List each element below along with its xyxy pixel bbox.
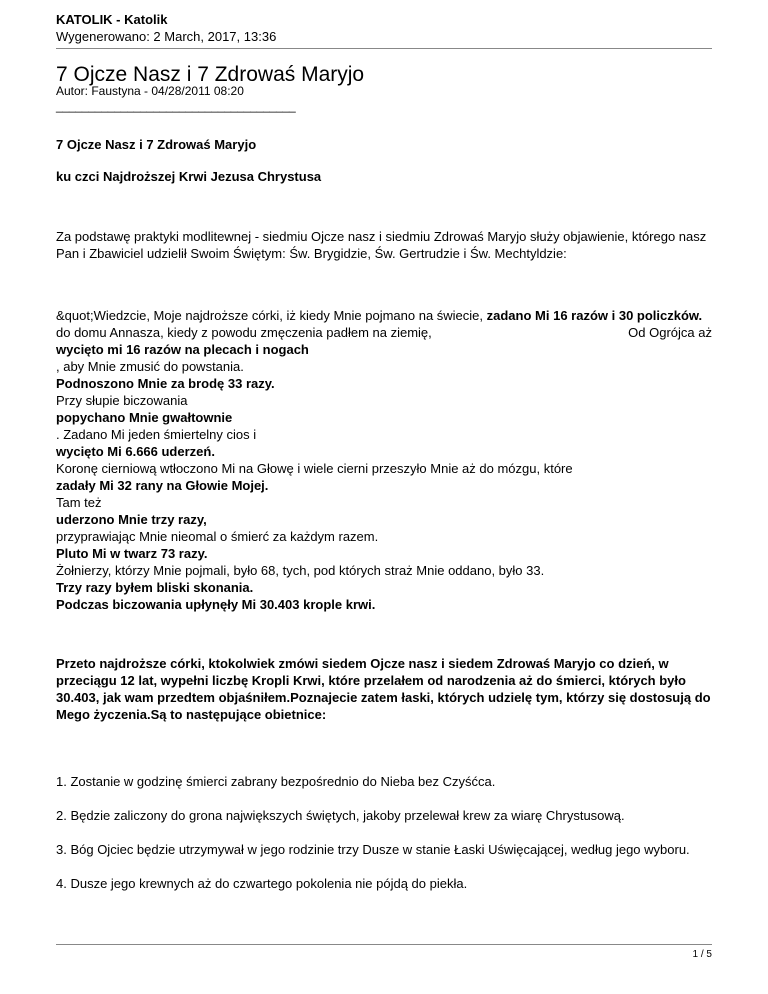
article-body (56, 136, 712, 892)
site-name: KATOLIK - Katolik (56, 12, 168, 27)
page-number: 1 / 5 (692, 949, 712, 960)
quote-line: Przy słupie biczowania (56, 393, 188, 408)
promise-item: 2. Będzie zaliczony do grona największych świętych, jakoby przelewał krew za wiarę Chrystusową. (56, 808, 625, 823)
quote-line: Koronę cierniową wtłoczono Mi na Głowę i wiele cierni przeszyło Mnie aż do mózgu, które (56, 461, 573, 476)
promise-intro-paragraph: Przeto najdroższe córki, ktokolwiek zmówi siedem Ojcze nasz i siedem Zdrowaś Maryjo co dzień, w przeciągu 12 lat, wypełni liczbę Kropli Krwi, które przelałem od narodzenia aż do śmierci, których było 30.403, jak wam przedtem objaśniłem.Poznajecie zatem łaski, których udzielę tym, którzy się dostosują do Mego życzenia.Są to następujące obietnice: (56, 656, 711, 722)
quote-line-bold: Podnoszono Mnie za brodę 33 razy. (56, 376, 275, 391)
promise-item: 4. Dusze jego krewnych aż do czwartego pokolenia nie pójdą do piekła. (56, 876, 468, 891)
quote-line-bold: zadały Mi 32 rany na Głowie Mojej. (56, 478, 269, 493)
quote-line: Żołnierzy, którzy Mnie pojmali, było 68, tych, pod których straż Mnie oddano, było 33. (56, 563, 545, 578)
promise-item: 3. Bóg Ojciec będzie utrzymywał w jego rodzinie trzy Dusze w stanie Łaski Uświęcającej, według jego wyboru. (56, 842, 690, 857)
quote-line: przyprawiając Mnie nieomal o śmierć za każdym razem. (56, 529, 379, 544)
body-subheading: ku czci Najdroższej Krwi Jezusa Chrystusa (56, 169, 322, 184)
intro-paragraph: Za podstawę praktyki modlitewnej - siedmiu Ojcze nasz i siedmiu Zdrowaś Maryjo służy objawienie, którego nasz Pan i Zbawiciel udzielił Swoim Świętym: Św. Brygidzie, Św. Gertrudzie i Św. Mechtyldzie: (56, 229, 707, 261)
quote-line-bold: wycięto mi 16 razów na plecach i nogach (56, 342, 309, 357)
generated-date: Wygenerowano: 2 March, 2017, 13:36 (56, 29, 277, 44)
quote-line-bold: popychano Mnie gwałtownie (56, 410, 233, 425)
quote-line-bold: Podczas biczowania upłynęły Mi 30.403 krople krwi. (56, 597, 376, 612)
quote-line: do domu Annasza, kiedy z powodu zmęczenia padłem na ziemię, (56, 325, 432, 340)
revelation-quote (56, 307, 712, 613)
quote-line: Tam też (56, 495, 102, 510)
separator-line: _____________________________________ (56, 99, 296, 113)
article-author: Autor: Faustyna - 04/28/2011 08:20 (56, 84, 244, 98)
quote-line-bold: uderzono Mnie trzy razy, (56, 512, 207, 527)
body-heading: 7 Ojcze Nasz i 7 Zdrowaś Maryjo (56, 137, 257, 152)
quote-line: , aby Mnie zmusić do powstania. (56, 359, 244, 374)
quote-line: . Zadano Mi jeden śmiertelny cios i (56, 427, 257, 442)
article-title: 7 Ojcze Nasz i 7 Zdrowaś Maryjo (56, 63, 365, 86)
promise-item: 1. Zostanie w godzinę śmierci zabrany bezpośrednio do Nieba bez Czyśćca. (56, 774, 496, 789)
footer-divider (56, 944, 712, 945)
quote-line-bold: Pluto Mi w twarz 73 razy. (56, 546, 208, 561)
quote-line: &quot;Wiedzcie, Moje najdroższe córki, iż kiedy Mnie pojmano na świecie, zadano Mi 16 razów i 30 policzków. Od Ogrójca aż (56, 308, 712, 340)
header-divider (56, 48, 712, 49)
quote-line-bold: Trzy razy byłem bliski skonania. (56, 580, 254, 595)
quote-line-bold: wycięto Mi 6.666 uderzeń. (56, 444, 215, 459)
